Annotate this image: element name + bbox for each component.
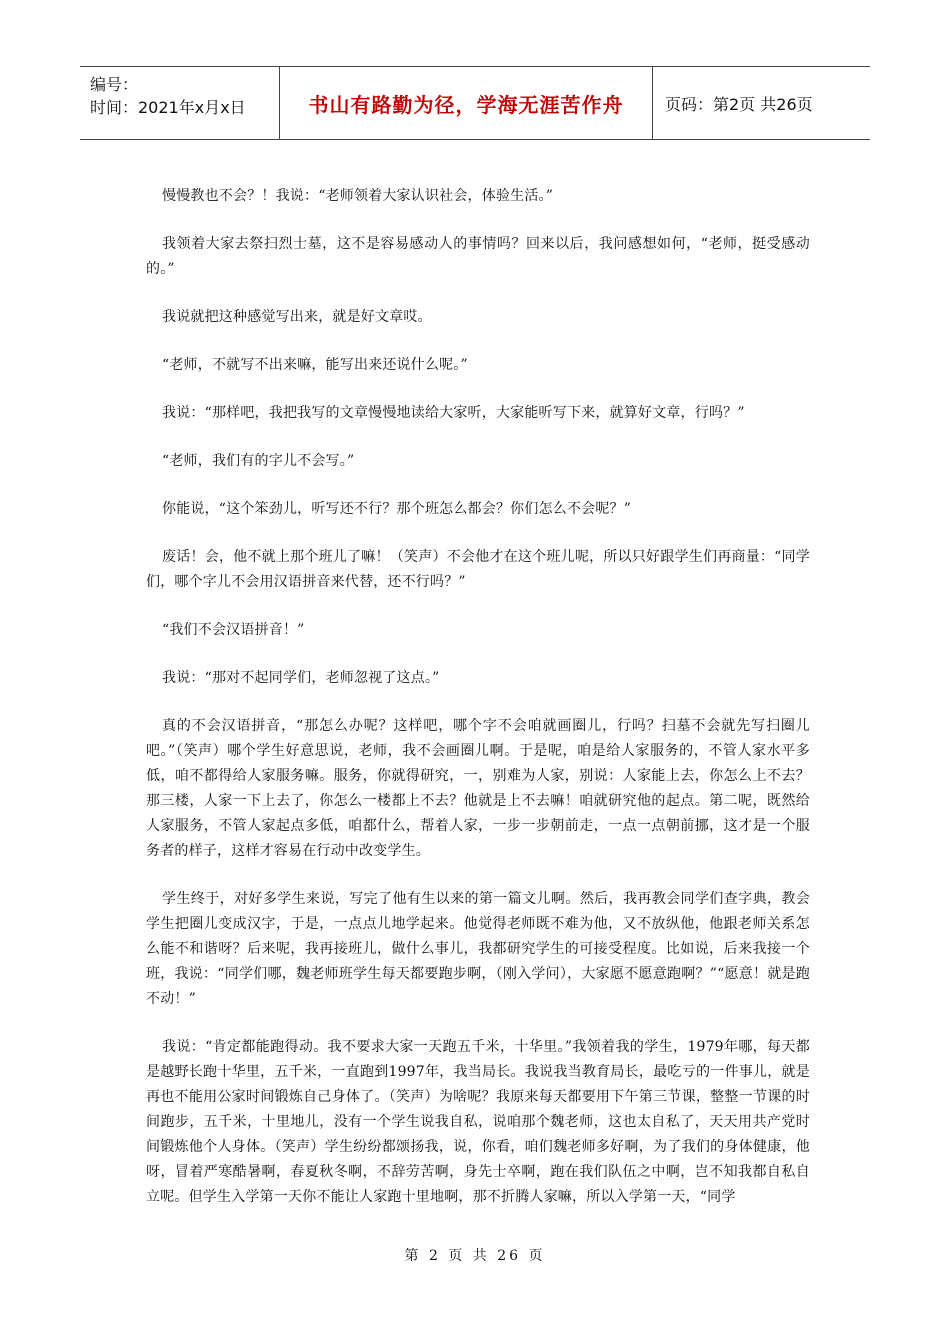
paragraph: 慢慢教也不会？！我说：“老师领着大家认识社会，体验生活。” <box>162 188 554 204</box>
paragraph: “老师，不就写不出来嘛，能写出来还说什么呢。” <box>162 357 468 373</box>
paragraph: 我说：“肯定都能跑得动。我不要求大家一天跑五千米，十华里。”我领着我的学生，1979年哪，每天都是越野长跑十华里，五千米，一直跑到1997年，我当局长。我说我当教育局长，最吃亏的一件事儿，就是再也不能用公家时间锻炼自己身体了。（笑声）为啥呢？我原来每天都要用下午第三节课，整整一节课的时间跑步，五千米，十里地儿，没有一个学生说我自私，说咱那个魏老师，这也太自私了，天天用共产党时间锻炼他个人身体。（笑声）学生纷纷都颂扬我，说，你看，咱们魏老师多好啊，为了我们的身体健康，他呀，冒着严寒酷暑啊，春夏秋冬啊，不辞劳苦啊，身先士卒啊，跑在我们队伍之中啊，岂不知我都自私自立呢。但学生入学第一天你不能让人家跑十里地啊，那不折腾人家嘛，所以入学第一天，“同学 <box>146 1039 810 1205</box>
paragraph: 真的不会汉语拼音，“那怎么办呢？这样吧，哪个字不会咱就画圈儿，行吗？扫墓不会就先写扫圈儿吧。”（笑声）哪个学生好意思说，老师，我不会画圈儿啊。于是呢，咱是给人家服务的，不管人家水平多低，咱不都得给人家服务嘛。服务，你就得研究，一，别难为人家，别说：人家能上去，你怎么上不去？那三楼，人家一下上去了，你怎么一楼都上不去？他就是上不去嘛！咱就研究他的起点。第二呢，既然给人家服务，不管人家起点多低，咱都什么，帮着人家，一步一步朝前走，一点一点朝前挪，这才是一个服务者的样子，这样才容易在行动中改变学生。 <box>146 718 810 859</box>
paragraph: “我们不会汉语拼音！” <box>162 622 305 638</box>
page-header <box>80 66 870 140</box>
header-page-info: 页码：第2页 共26页 <box>665 94 813 114</box>
time-label: 时间：2021年x月x日 <box>90 98 246 117</box>
paragraph: “老师，我们有的字儿不会写。” <box>162 453 355 469</box>
page-footer: 第 2 页 共 26 页 <box>404 1248 546 1264</box>
paragraph: 我说：“那样吧，我把我写的文章慢慢地读给大家听，大家能听写下来，就算好文章，行吗？” <box>162 405 745 421</box>
header-motto: 书山有路勤为径，学海无涯苦作舟 <box>280 67 653 139</box>
paragraph: 我说：“那对不起同学们，老师忽视了这点。” <box>162 670 440 686</box>
number-label: 编号： <box>90 75 139 94</box>
paragraph: 我领着大家去祭扫烈士墓，这不是容易感动人的事情吗？回来以后，我问感想如何，“老师，挺受感动的。” <box>146 236 810 277</box>
paragraph: 你能说，“这个笨劲儿，听写还不行？那个班怎么都会？你们怎么不会呢？” <box>162 501 632 517</box>
header-meta <box>80 67 280 139</box>
paragraph: 学生终于，对好多学生来说，写完了他有生以来的第一篇文儿啊。然后，我再教会同学们查字典，教会学生把圈儿变成汉字，于是，一点点儿地学起来。他觉得老师既不难为他，又不放纵他，他跟老师关系怎么能不和谐呀？后来呢，我再接班儿，做什么事儿，我都研究学生的可接受程度。比如说，后来我接一个班，我说：“同学们哪，魏老师班学生每天都要跑步啊，（刚入学问），大家愿不愿意跑啊？”“愿意！就是跑不动！” <box>146 891 810 1007</box>
document-body <box>146 184 810 1233</box>
paragraph: 我说就把这种感觉写出来，就是好文章哎。 <box>162 309 432 325</box>
paragraph: 废话！会，他不就上那个班儿了嘛！（笑声）不会他才在这个班儿呢，所以只好跟学生们再商量：“同学们，哪个字儿不会用汉语拼音来代替，还不行吗？” <box>146 549 810 590</box>
